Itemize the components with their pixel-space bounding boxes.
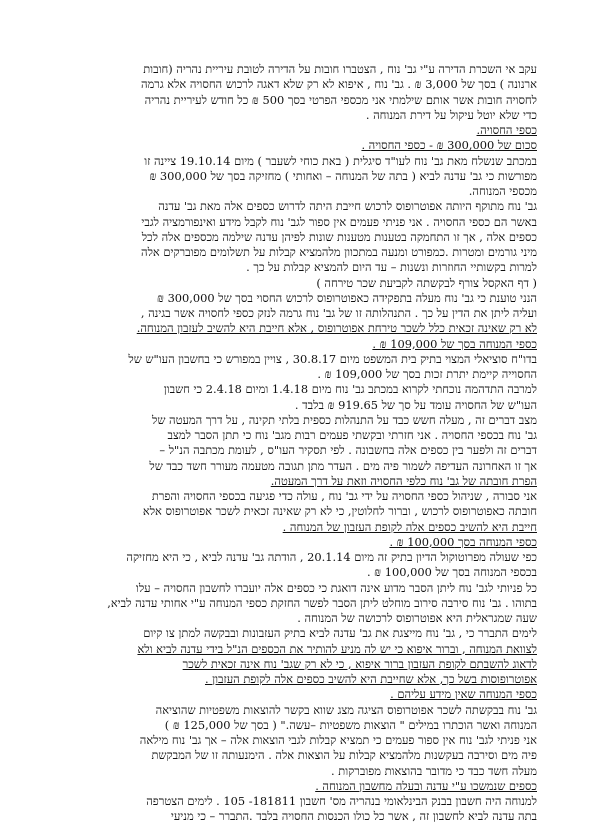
text-line: בדו"ח סוציאלי המצוי בתיק בית המשפט מיום 30.8.17 , צויין במפורש כי בחשבון העו"ש של bbox=[128, 351, 537, 366]
text-line: כל פניותי לגב' נוח ליתן הסבר מדוע אינה דואגת כי כספים אלה יועברו לחשבון החסויה – עלו bbox=[135, 580, 537, 595]
text-line: אני פניתי לגב' נוח אין ספור פעמים כי תמציא קבלות לגבי הוצאות אלה – אך גב' נוח מילאה bbox=[139, 733, 537, 747]
text-line: חובתה כאפוטרופוס לרכוש , וברור לחלוטין, כי לא רק שאינה זכאית לשכר אפוטרופוס אלא bbox=[142, 504, 537, 519]
text-line: לימים התברר כי , גב' נוח מייצגת את גב' עדנה לביא בתיק העזבונות ובבקשה למתן צו קיום bbox=[143, 626, 537, 641]
text-line: מעלה חשד כבד כי מדובר בהוצאות מפוברקות . bbox=[331, 763, 537, 778]
text-line: לא רק שאינה זכאית כלל לשכר טירחת אפוטרופוס , אלא חייבת היא להשיב לעזבון המנוחה. bbox=[136, 321, 537, 336]
text-line: בתה עדנה לביא לחשבון זה , אשר כל כולו הכנסות החסויה בלבד .התברר – כי מניעי bbox=[170, 809, 537, 824]
text-line: כספים אלה , אך זו התחמקה בטענות מטענות שונות לפיהן עדנה שילמה מכספים אלה לכל bbox=[141, 229, 537, 244]
text-line: פיה מים וסירבה בעקשנות מלהמציא קבלות על הוצאות אלה . הימנעותה זו של המבקשת bbox=[151, 748, 537, 763]
text-line: החסוייה קיימת יתרת זכות בסך של 109,000 ₪ . bbox=[317, 367, 537, 381]
section-heading: סכום של 300,000 ₪ - כספי החסויה . bbox=[361, 138, 537, 153]
section-heading: כספים שנמשכו ע"י עדנה ובעלה מחשבון המנוחה . bbox=[315, 778, 537, 793]
text-line: חייבת היא להשיב כספים אלה לקופת העזבון של המנוחה . bbox=[282, 519, 537, 534]
text-line: המנוחה ואשר הוכתרו במילים " הוצאות משפטיות –עשה." ( בסך של 125,000 ₪ ) bbox=[164, 717, 537, 732]
text-line: במכתב שנשלח מאת גב' נוח לעו"ד סיגלית ( באת כוחי לשעבר ) מיום 19.10.14 ציינה זו bbox=[144, 153, 537, 168]
section-heading: כספי המנוחה בסך 100,000 ₪ . bbox=[389, 534, 537, 549]
text-line: גב' נוח בבקשתה לשכר אפוטרופוס הציגה מצג שווא בקשר להוצאות משפטיות שהוציאה bbox=[155, 702, 537, 717]
text-line: באשר הם כספי החסויה . אני פניתי פעמים אין ספור לגב' נוח לקבל מידע ואינפורמציה לגבי bbox=[141, 214, 537, 229]
text-line: העו"ש של החסויה עומד על סך של 919.65 ₪ בלבד . bbox=[294, 397, 537, 412]
text-line: למרות בקשותיי החוזרות ונשנות – עד היום להמציא קבלות על כך . bbox=[246, 260, 537, 275]
text-line: כפי שעולה מפרוטוקול הדיון בתיק זה מיום 20.1.14 , הודתה גב' עדנה לביא , כי היא מחזיקה bbox=[126, 550, 537, 564]
text-line: בתוהו . גב' נוח סירבה סירוב מוחלט ליתן הסבר לפשר החזקת כספי המנוחה ע"י אחותי עדנה לביא, bbox=[107, 595, 537, 610]
text-line: לדאוג להשבתם לקופת העזבון ברור איפוא , כי לא רק שגב' נוח אינה זכאית לשכר bbox=[182, 656, 537, 671]
section-heading: כספי המנוחה שאין מידע עליהם . bbox=[390, 687, 537, 702]
text-line: גב' נוח בכספי החסויה . אני חזרתי ובקשתי פעמים רבות מגב' נוח כי תתן הסבר למצב bbox=[167, 428, 537, 442]
text-line: עקב אי השכרת הדירה ע"י גב' נוח , הצטברו חובות על הדירה לטובת עיריית נהריה (חובות bbox=[143, 62, 537, 76]
text-line: לחסויה חובות אשר אותם שילמתי אני מכספי הפרטי בסך 500 ₪ כל חודש לעיריית נהריה bbox=[144, 92, 537, 107]
text-line: ועליה ליתן את הדין על כך . התנהלותה זו של גב' נוח גרמה לנזק כספי לחסויה אשר בגינה , bbox=[140, 306, 537, 320]
text-line: כדי שלא יוטל עיקול על דירת המנוחה . bbox=[365, 107, 537, 122]
section-heading: כספי המנוחה בסך של 109,000 ₪ . bbox=[372, 336, 537, 351]
section-heading: כספי החסויה. bbox=[476, 123, 537, 137]
text-line: אך זו האחרונה העדיפה לשמור פיה מים . העדר מתן תגובה מטעמה מעורר חשד כבד של bbox=[149, 458, 537, 473]
text-line: הנני טוענת כי גב' נוח מעלה בתפקידה כאפוטרופוס לרכוש החסוי בסך של 300,000 ₪ bbox=[157, 290, 537, 305]
text-line: אני סבורה , שניהול כספי החסויה על ידי גב' נוח , עולה כדי פגיעה בכספי החסויה והפרת bbox=[151, 489, 537, 503]
text-line: ארנונה ) בסך של 3,000 ₪ . גב' נוח , איפוא לא רק שלא דאגה לרכוש החסויה אלא גרמה bbox=[140, 77, 537, 92]
text-line: גב' נוח מתוקף היותה אפוטרופוס לרכוש חייבת היתה לדרוש כספים אלה מאת גב' עדנה bbox=[158, 199, 537, 214]
text-line: ( דף האקסל צורף לבקשתה לקביעת שכר טירחה ) bbox=[316, 275, 537, 290]
text-line: מיני גורמים ומטרות .כמפורט ומנעה במתכוון מלהמציא קבלות על תשלומים מפוברקים אלה bbox=[141, 245, 537, 259]
text-line: אפוטרופוסות בשל כך, אלא שחייבת היא להשיב כספים אלה לקופת העזבון . bbox=[204, 672, 537, 686]
text-line: מכספי המנוחה. bbox=[468, 184, 537, 198]
text-line: מפורשות כי גב' עדנה לביא ( בתה של המנוחה – ואחותי ) מחזיקה בסך של 300,000 ₪ bbox=[149, 168, 537, 183]
text-line: דברים זה ולפער בין כספים אלה בחשבונה . לפי תסקיר העו"ס , לעומת מכתבה הנ"ל – bbox=[159, 443, 537, 458]
text-line: למרבה התדהמה נוכחתי לקרוא במכתב גב' נוח מיום 1.4.18 ומיום 2.4.18 כי חשבון bbox=[163, 382, 537, 397]
text-line: בכספי המנוחה בסך של 100,000 ₪ . bbox=[366, 565, 537, 580]
text-line: למנוחה היה חשבון בבנק הבינלאומי בנהריה מס' חשבון 181811- 105 . לימים הצטרפה bbox=[146, 794, 537, 808]
text-line: שעה שמגראלית היא אפוטרופוס לרכושה של המנוחה . bbox=[297, 611, 537, 625]
text-line: לצוואת המנוחה , וברור איפוא כי יש לה מניע להותיר את הכספים הנ"ל בידי עדנה לביא ולא bbox=[137, 641, 537, 656]
text-line: הפרת חובתה של גב' נוח כלפי החסויה וזאת על דרך המעטה. bbox=[270, 473, 537, 488]
text-line: מצב דברים זה , מעלה חשש כבד על התנהלות כספית בלתי תקינה , על דרך המעטה של bbox=[152, 412, 537, 427]
